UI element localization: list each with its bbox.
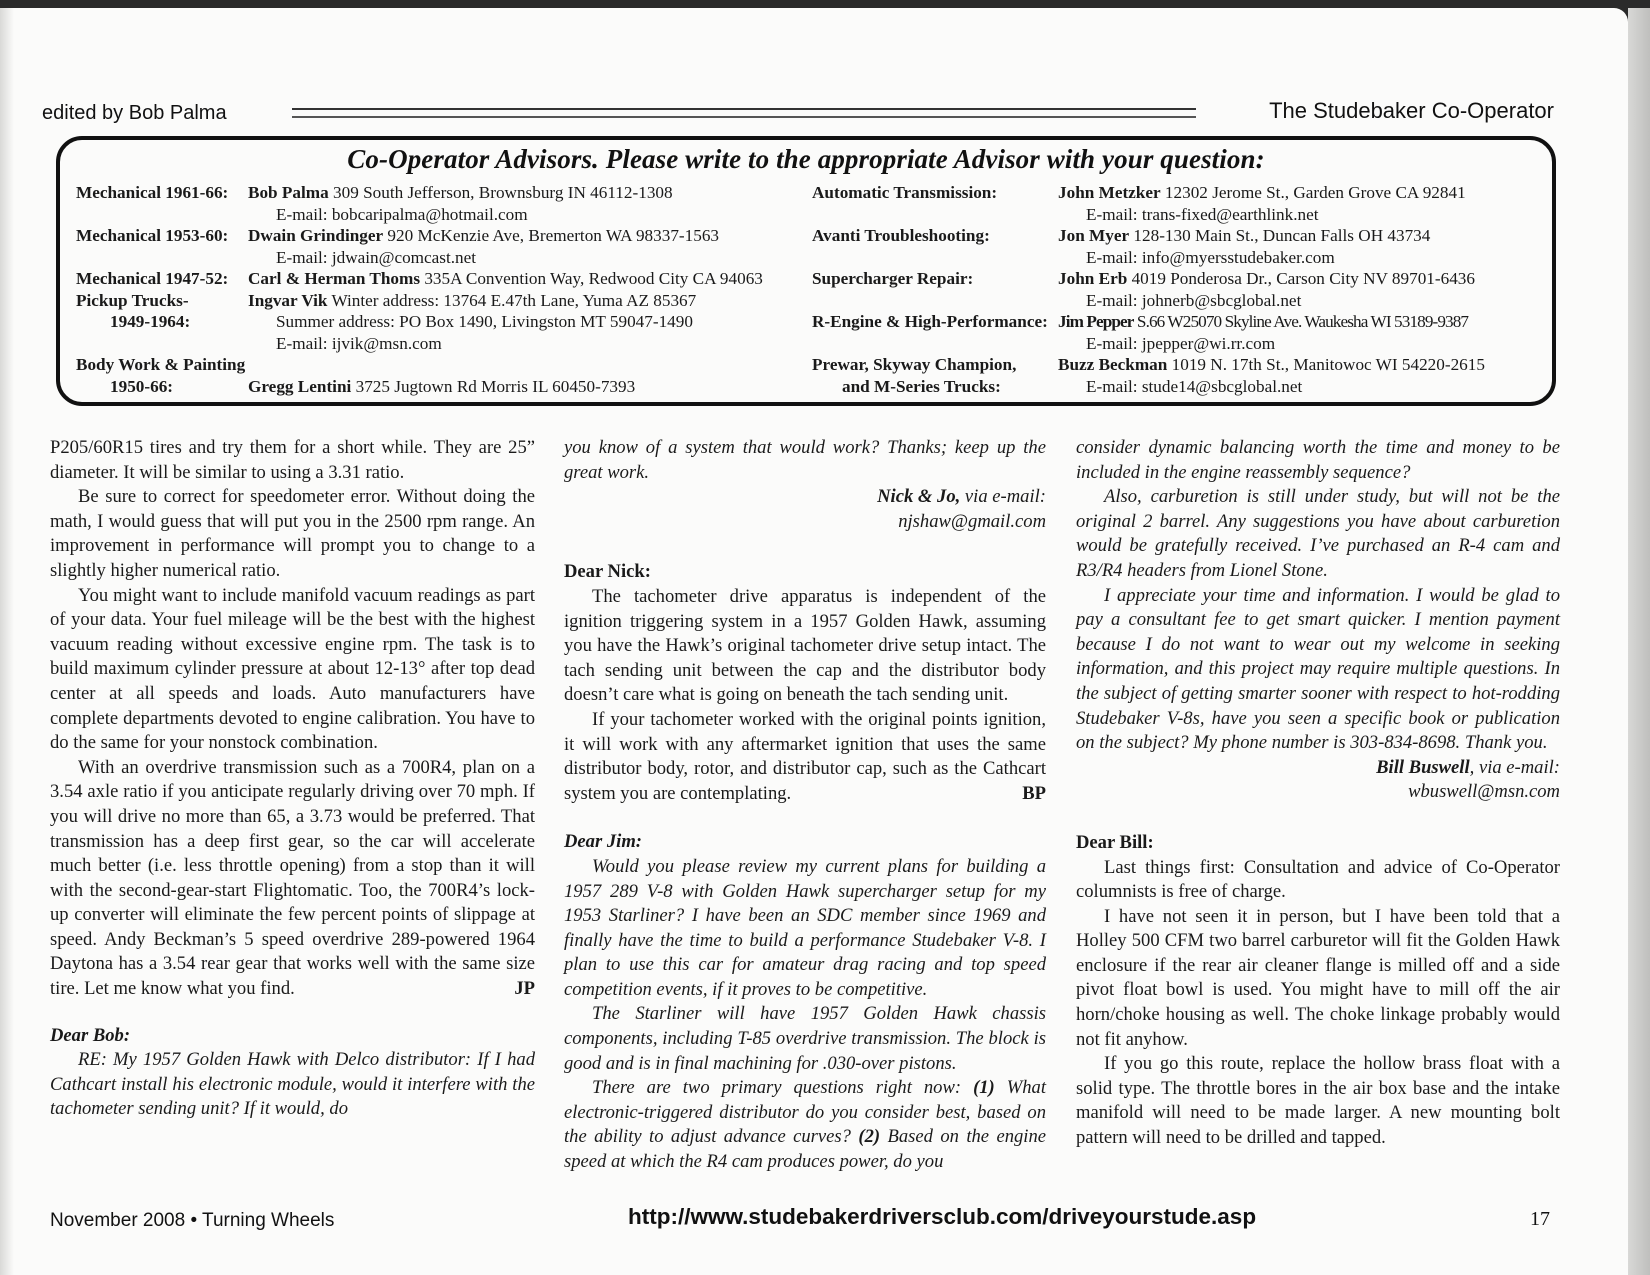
page-number: 17 — [1530, 1208, 1550, 1230]
advisor-name: Bob Palma — [248, 183, 329, 202]
author-initials: JP — [514, 978, 535, 1000]
advisor-contact — [1058, 354, 1552, 397]
advisor-category — [76, 182, 228, 204]
advisor-name: Gregg Lentini — [248, 376, 352, 396]
advisor-name: Ingvar Vik — [248, 290, 328, 310]
advisor-address-text: 920 McKenzie Ave, Bremerton WA 98337-1563 — [387, 226, 720, 245]
letter-paragraph: Would you please review my current plans for building a 1957 289 V-8 with Golden Hawk supercharger setup for my 1953 Starliner? I have been an SDC member since 1969 and finally have the time to build a performance Studebaker V-8. I plan to use this car for amateur drag racing and top speed competition events, if it proves to be competitive. — [564, 855, 1046, 1000]
paragraph: I have not seen it in person, but I have been told that a Holley 500 CFM two barrel carburetor will fit the Golden Hawk enclosure if the rear air cleaner flange is milled off and a side pivot float bowl is used. You might have to mill off the air horn/choke housing as well. The choke linkage probably would not fit anyhow. — [1076, 905, 1560, 1050]
advisor-email: E-mail: trans-fixed@earthlink.net — [1086, 204, 1319, 224]
advisor-category-line: Pickup Trucks- — [76, 290, 189, 310]
advisors-title: Co-Operator Advisors. Please write to the appropriate Advisor with your question: — [347, 144, 1265, 174]
advisor-address-text: 128-130 Main St., Duncan Falls OH 43734 — [1133, 226, 1431, 245]
advisors-left-column — [76, 182, 836, 397]
advisor-category — [812, 225, 990, 247]
spacer — [248, 354, 836, 376]
paragraph: P205/60R15 tires and try them for a short while. They are 25” diameter. It will be similar to using a 3.31 ratio. — [50, 437, 535, 483]
advisor-address — [248, 268, 836, 290]
author-initials: BP — [1022, 782, 1046, 804]
advisor-address-text: 3725 Jugtown Rd Morris IL 60450-7393 — [355, 376, 636, 396]
binding-shadow — [0, 8, 14, 1275]
column-title: The Studebaker Co-Operator — [1269, 98, 1554, 123]
advisor-name: Jim Pepper — [1058, 312, 1134, 331]
advisor-entry — [76, 182, 836, 225]
advisor-contact — [248, 354, 836, 397]
advisor-address-text: 1019 N. 17th St., Manitowoc WI 54220-2615 — [1171, 355, 1485, 374]
advisor-contact — [1058, 311, 1552, 354]
advisor-address-text: 309 South Jefferson, Brownsburg IN 46112-1308 — [333, 183, 673, 202]
advisor-contact — [248, 225, 836, 268]
paragraph-text: With an overdrive transmission such as a 700R4, plan on a 3.54 axle ratio if you anticipate regularly driving over 70 mph. If you will drive no more than 65, a 3.73 would be preferred. That transmission has a deep first gear, so the car will accelerate much better (i.e. less throttle opening) from a stop than it will with the second-gear-start Flightomatic. Too, the 700R4’s lock-up converter will eliminate the few percent points of slippage at speed. Andy Beckman’s 5 speed overdrive 289-powered 1964 Daytona has a 3.54 rear gear that works well with the same size tire. Let me know what you find. — [50, 756, 535, 1000]
letter-paragraph: I appreciate your time and information. I would be glad to pay a consultant fee to get smart quicker. I mention payment because I do not want to wear out my welcome in seeking information, and this project may require multiple questions. In the subject of getting smarter sooner with respect to hot-rodding Studebaker V-8s, have you seen a specific book or publication on the subject? My phone number is 303-834-8698. Thank you. — [1076, 584, 1560, 754]
advisor-category-line: Automatic Transmission: — [812, 183, 998, 202]
advisors-box — [56, 136, 1556, 406]
paragraph-text: Based on the engine speed at which the R4 cam produces power, do you — [564, 1126, 1047, 1173]
letter-paragraph — [564, 1076, 1046, 1174]
advisor-contact — [1058, 225, 1552, 268]
advisor-category-line: Prewar, Skyway Champion, — [812, 355, 1017, 374]
signature-via: via e-mail: — [960, 486, 1046, 508]
advisor-name: Buzz Beckman — [1058, 355, 1168, 374]
advisor-name: Jon Myer — [1058, 226, 1130, 245]
advisor-category-line: R-Engine & High-Performance: — [812, 312, 1048, 331]
advisor-address — [1058, 311, 1552, 333]
advisor-category — [76, 225, 228, 247]
advisor-address-text: S.66 W25070 Skyline Ave. Waukesha WI 53189-9387 — [1136, 312, 1469, 331]
advisor-address-line: Summer address: PO Box 1490, Livingston MT 59047-1490 — [276, 312, 693, 331]
advisor-category — [812, 311, 1048, 333]
advisor-category — [76, 354, 245, 397]
advisor-category-line: Mechanical 1947-52: — [76, 269, 229, 288]
question-number: (2) — [858, 1126, 881, 1148]
column-1 — [50, 436, 535, 1122]
paragraph: Last things first: Consultation and advice of Co-Operator columnists is free of charge. — [1076, 856, 1560, 903]
letter-signature — [564, 485, 1046, 510]
advisor-category-line: 1949-1964: — [110, 312, 191, 331]
advisor-email: E-mail: johnerb@sbcglobal.net — [1086, 290, 1302, 310]
editor-credit: edited by Bob Palma — [42, 102, 227, 124]
letter-paragraph: Also, carburetion is still under study, but will not be the original 2 barrel. Any suggestions you have about carburetion would be gratefully received. I’ve purchased an R-4 cam and R3/R4 headers from Lionel Stone. — [1076, 486, 1560, 581]
paragraph-text: What electronic-triggered distributor do you consider best, based on the ability to adjust advance curves? — [564, 1077, 1046, 1148]
advisor-address — [248, 182, 836, 204]
advisor-category — [812, 268, 973, 290]
advisor-address-text: 4019 Ponderosa Dr., Carson City NV 89701-6436 — [1131, 269, 1475, 288]
advisor-address — [1058, 268, 1552, 290]
signature-name: Nick & Jo, — [877, 486, 961, 508]
advisor-name: Carl & Herman Thoms — [248, 269, 421, 288]
advisor-email: E-mail: jpepper@wi.rr.com — [1086, 333, 1276, 353]
paragraph: You might want to include manifold vacuum readings as part of your data. Your fuel mileage will be the best with the highest vacuum reading without excessive engine rpm. The task is to build maximum cylinder pressure at about 12-13° after top dead center at all speeds and loads. Auto manufacturers have complete departments devoted to engine calibration. You have to do the same for your nonstock combination. — [50, 584, 535, 754]
advisor-address — [248, 376, 836, 398]
advisor-category — [76, 268, 228, 290]
advisor-entry — [76, 268, 836, 290]
advisor-entry — [76, 354, 836, 397]
advisor-address — [1058, 182, 1552, 204]
advisor-name: Dwain Grindinger — [248, 226, 384, 245]
signature-name: Bill Buswell — [1376, 756, 1470, 778]
advisor-contact — [248, 182, 836, 225]
advisor-category-line: Mechanical 1953-60: — [76, 226, 229, 245]
advisor-entry — [76, 290, 836, 355]
advisor-address — [248, 290, 836, 312]
advisor-name: John Erb — [1058, 269, 1128, 288]
advisor-address — [1058, 354, 1552, 376]
signature-email: njshaw@gmail.com — [898, 510, 1046, 532]
paragraph-text: There are two primary questions right now: — [592, 1077, 974, 1099]
paragraph-text: If your tachometer worked with the original points ignition, it will work with any aftermarket ignition that uses the same distributor body, rotor, and distributor cap, such as the Cathcart system you are contemplating. — [564, 708, 1046, 804]
letter-paragraph: The Starliner will have 1957 Golden Hawk chassis components, including T-85 overdrive transmission. The block is good and is in final machining for .030-over pistons. — [564, 1003, 1046, 1074]
advisor-category-line: Avanti Troubleshooting: — [812, 226, 990, 245]
advisor-contact — [1058, 182, 1552, 225]
advisor-category — [812, 354, 1016, 397]
letter-salutation: Dear Bob: — [50, 1024, 131, 1046]
footer-url-link[interactable]: http://www.studebakerdriversclub.com/driveyourstude.asp — [628, 1204, 1257, 1229]
advisor-email: E-mail: ijvik@msn.com — [276, 333, 442, 353]
advisor-address — [1058, 225, 1552, 247]
paragraph — [564, 708, 1046, 806]
page-edge-shadow — [1628, 8, 1650, 1275]
letter-salutation: Dear Jim: — [564, 831, 642, 853]
advisor-category-line: Supercharger Repair: — [812, 269, 974, 288]
column-2 — [564, 436, 1046, 1175]
reply-salutation: Dear Nick: — [564, 561, 651, 583]
reply-salutation: Dear Bill: — [1076, 831, 1154, 853]
paragraph: The tachometer drive apparatus is independent of the ignition triggering system in a 1957 Golden Hawk, assuming you have the Hawk’s original tachometer drive setup intact. The tach sending unit between the cap and the distributor body doesn’t care what is going on beneath the tach sending unit. — [564, 585, 1046, 706]
advisor-entry — [812, 354, 1552, 397]
advisor-entry — [812, 268, 1552, 311]
advisor-entry — [812, 311, 1552, 354]
advisor-email: E-mail: stude14@sbcglobal.net — [1086, 376, 1303, 396]
signature-via: , via e-mail: — [1469, 756, 1560, 778]
advisor-entry — [76, 225, 836, 268]
letter-paragraph: RE: My 1957 Golden Hawk with Delco distributor: If I had Cathcart install his electronic module, would it interfere with the tachometer sending unit? If it would, do — [50, 1049, 535, 1120]
advisor-contact — [248, 290, 836, 355]
advisor-email: E-mail: bobcaripalma@hotmail.com — [276, 204, 528, 224]
advisor-category — [812, 182, 997, 204]
advisor-category — [76, 290, 190, 333]
signature-email: wbuswell@msn.com — [1408, 781, 1560, 803]
advisor-category-line: Mechanical 1961-66: — [76, 183, 229, 202]
letter-signature — [1076, 756, 1560, 781]
question-number: (1) — [973, 1077, 995, 1099]
advisor-category-line: Body Work & Painting — [76, 355, 246, 374]
advisor-email: E-mail: jdwain@comcast.net — [276, 247, 477, 267]
advisor-address-text: 12302 Jerome St., Garden Grove CA 92841 — [1164, 183, 1466, 202]
advisor-address-text: Winter address: 13764 E.47th Lane, Yuma AZ 85367 — [331, 290, 697, 310]
paragraph — [50, 756, 535, 1002]
magazine-page — [0, 8, 1628, 1275]
letter-paragraph: consider dynamic balancing worth the time and money to be included in the engine reassembly sequence? — [1076, 437, 1560, 483]
advisor-email: E-mail: info@myersstudebaker.com — [1086, 247, 1335, 267]
advisor-contact — [1058, 268, 1552, 311]
advisors-right-column — [812, 182, 1552, 397]
advisor-entry — [812, 182, 1552, 225]
letter-paragraph: you know of a system that would work? Thanks; keep up the great work. — [564, 437, 1046, 483]
paragraph: If you go this route, replace the hollow brass float with a solid type. The throttle bores in the air box base and the intake manifold will need to be made larger. A new mounting bolt pattern will need to be drilled and tapped. — [1076, 1053, 1560, 1149]
header-rule — [292, 108, 1196, 118]
advisor-name: John Metzker — [1058, 183, 1161, 202]
column-3 — [1076, 436, 1560, 1151]
advisor-entry — [812, 225, 1552, 268]
advisor-address-text: 335A Convention Way, Redwood City CA 94063 — [424, 269, 763, 288]
advisor-contact — [248, 268, 836, 290]
advisor-address — [248, 225, 836, 247]
advisor-category-line: and M-Series Trucks: — [842, 376, 1001, 396]
advisor-category-line: 1950-66: — [110, 376, 174, 396]
issue-footer: November 2008 • Turning Wheels — [50, 1210, 335, 1231]
paragraph: Be sure to correct for speedometer error. Without doing the math, I would guess that will put you in the 2500 rpm range. An improvement in performance will prompt you to change to a slightly higher numerical ratio. — [50, 486, 535, 581]
